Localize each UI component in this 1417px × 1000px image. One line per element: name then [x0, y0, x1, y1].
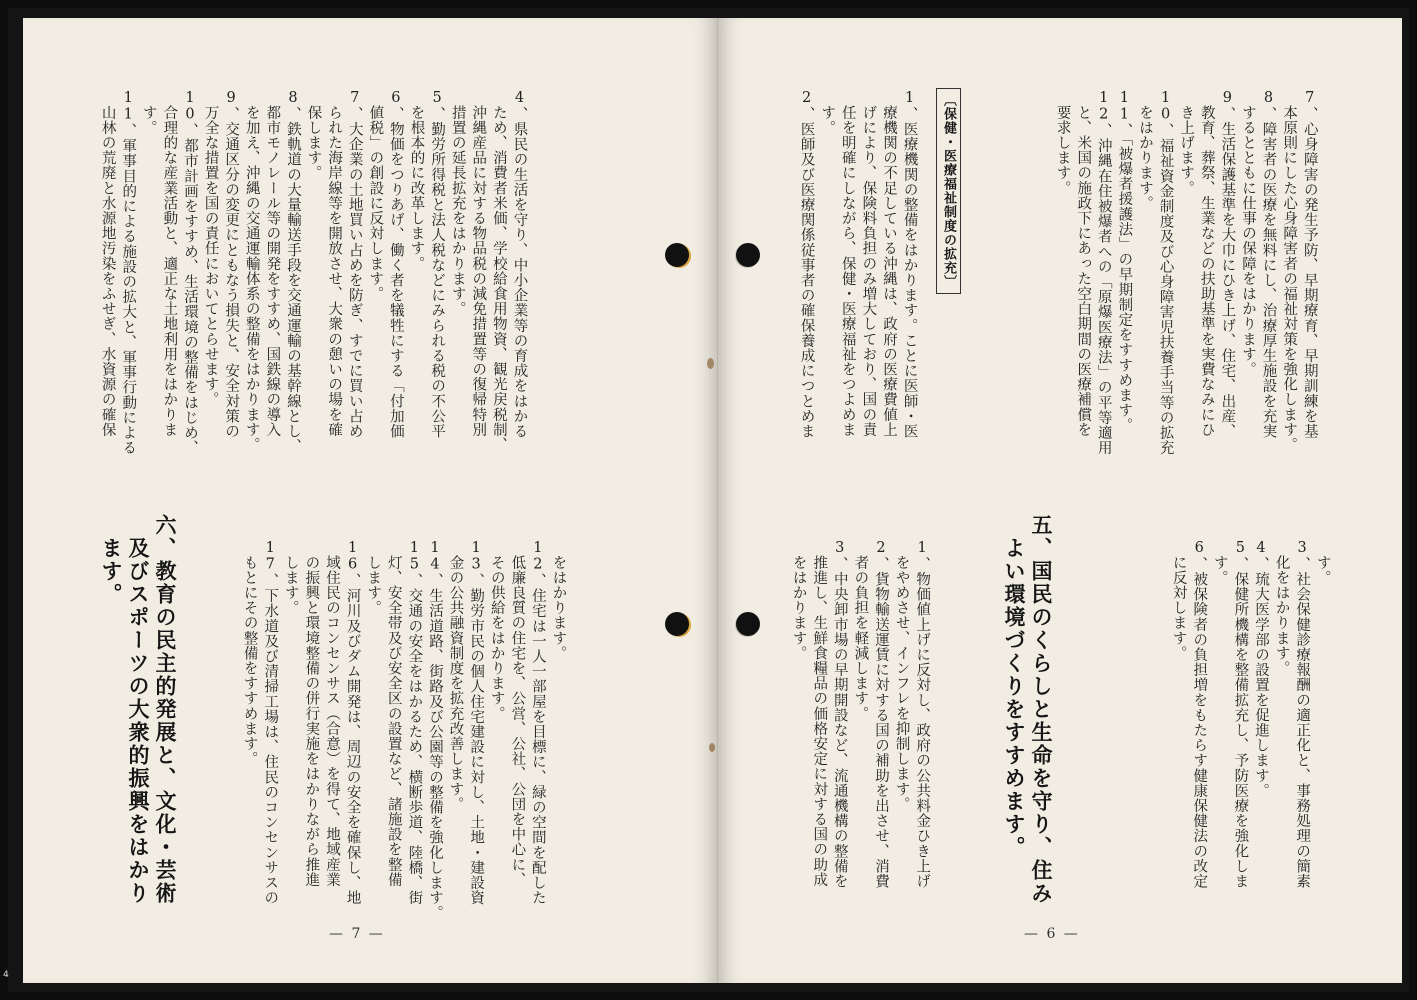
list-item-line: 4、県民の生活を守り、中小企業等の育成をはかる [511, 90, 528, 439]
binder-hole [665, 243, 689, 267]
right-after-heading-text [788, 540, 932, 950]
list-item-continuation: 要求します。 [1054, 105, 1071, 196]
list-item-line: 6、物価をつりあげ、働く者を犠牲にする「付加価 [387, 90, 404, 439]
list-item-continuation: 者の負担を軽減します。 [852, 555, 869, 722]
list-item-continuation: 灯、安全帯及び安全区の設置など、諸施設を整備 [385, 555, 402, 888]
list-item-line: 12、沖縄在住被爆者への「原爆医療法」の平等適用 [1095, 90, 1112, 456]
heading-line: 六、教育の民主的発展と、文化・芸術 [153, 514, 177, 905]
right-top-text-2 [796, 90, 920, 510]
list-item-line: 7、大企業の土地買い占めを防ぎ、すでに買い占め [346, 90, 363, 439]
list-item-line: 9、交通区分の変更にともなう損失と、安全対策の [223, 90, 240, 439]
list-item-line: 4、琉大医学部の設置を促進します。 [1252, 540, 1269, 799]
list-item-continuation: られた海岸線等を開放させ、大衆の憩いの場を確 [326, 105, 343, 438]
binder-hole [665, 612, 689, 636]
list-item-line: 11、「被爆者援護法」の早期制定をすすめます。 [1116, 90, 1133, 434]
list-item-continuation: もとにその整備をすすめます。 [241, 555, 258, 767]
list-item-line: 16、河川及びダム開発は、周辺の安全を確保し、地 [344, 540, 361, 906]
list-item-line: 9、生活保護基準を大巾にひき上げ、住宅、出産、 [1219, 90, 1236, 439]
heading-line: ます。 [99, 514, 123, 606]
list-item-continuation: 教育、葬祭、生業などの扶助基準を実費なみにひ [1198, 105, 1215, 438]
list-item-continuation: をやめさせ、インフレを抑制します。 [893, 555, 910, 812]
heading-line: 五、国民のくらしと生命を守り、住み [1029, 514, 1053, 905]
list-item-continuation: 山林の荒廃と水源地汚染をふせぎ、水資源の確保 [99, 105, 116, 438]
heading-line: よい環境づくりをすすめます。 [1002, 514, 1026, 859]
list-item-continuation: す。 [819, 105, 836, 136]
list-item-continuation: 値税」の創設に反対します。 [367, 105, 384, 302]
list-item-line: 5、勤労所得税と法人税などにみられる税の不公平 [429, 90, 446, 439]
left-page [23, 18, 717, 983]
list-item-continuation: 保します。 [305, 105, 322, 181]
right-top-text [1052, 90, 1320, 510]
list-item-line: 8、障害者の医療を無料にし、治療厚生施設を充実 [1260, 90, 1277, 439]
binder-hole [736, 243, 760, 267]
list-item-continuation: に反対します。 [1170, 555, 1187, 661]
list-item-continuation: 合理的な産業活動と、適正な土地利用をはかりま [161, 105, 178, 438]
list-item-continuation: を根本的に改革します。 [408, 105, 425, 272]
page-number: — 7 — [329, 926, 385, 942]
list-item-continuation: 域住民のコンセンサス（合意）を得て、地域産業 [323, 555, 340, 888]
list-item-line: 7、心身障害の発生予防、早期療育、早期訓練を基 [1301, 90, 1318, 439]
list-item-line: 5、保健所機構を整備拡充し、予防医療を強化しま [1232, 540, 1249, 889]
list-item-continuation: を加え、沖縄の交通運輸体系の整備をはかります。 [243, 105, 260, 453]
stain [709, 743, 715, 752]
list-item-continuation: します。 [282, 555, 299, 616]
list-item-continuation: するとともに仕事の保障をはかります。 [1239, 105, 1256, 378]
stain [707, 358, 714, 369]
list-item-continuation: げにより、保険料負担のみ増大しており、国の責 [860, 105, 877, 438]
page-number: — 6 — [1024, 926, 1080, 942]
list-item-continuation: 推進し、生鮮食糧品の価格安定に対する国の助成 [811, 555, 828, 888]
right-bottom-text [1168, 540, 1333, 950]
list-item-continuation: をはかります。 [550, 555, 567, 661]
right-page [718, 18, 1402, 983]
list-item-line: 3、社会保健診療報酬の適正化と、事務処理の簡素 [1294, 540, 1311, 889]
list-item-continuation: の振興と環境整備の併行実施をはかりながら推進 [303, 555, 320, 888]
section-heading-six [97, 514, 178, 954]
list-item-continuation: 化をはかります。 [1273, 555, 1290, 677]
section-box-label: 〔保健・医療福祉制度の拡充〕 [936, 88, 961, 294]
list-item-line: 13、勤労市民の個人住宅建設に対し、土地・建設資 [468, 540, 485, 906]
list-item-line: 2、医師及び医療関係従事者の確保養成につとめま [798, 90, 815, 439]
list-item-continuation: と、米国の施政下にあった空白期間の医療補償を [1075, 105, 1092, 438]
list-item-line: 6、被保険者の負担増をもたらす健康保健法の改定 [1191, 540, 1208, 889]
list-item-line: 15、交通の安全をはかるため、横断歩道、陸橋、街 [406, 540, 423, 906]
list-item-continuation: します。 [365, 555, 382, 616]
list-item-continuation: す。 [1211, 555, 1228, 586]
list-item-line: 10、福祉資金制度及び心身障害児扶養手当等の拡充 [1157, 90, 1174, 456]
left-top-text [97, 90, 529, 510]
list-item-line: 2、貨物輸送運賃に対する国の補助を出させ、消費 [872, 540, 889, 889]
list-item-line: 11、軍事目的による施設の拡大と、軍事行動による [120, 90, 137, 456]
list-item-continuation: をはかります。 [1136, 105, 1153, 211]
corner-mark: 4 [3, 970, 9, 980]
list-item-line: 3、中央卸市場の早期開設など、流通機構の整備を [831, 540, 848, 889]
list-item-continuation: 措置の延長拡充をはかります。 [449, 105, 466, 317]
list-item-continuation: 沖縄産品に対する物品税の減免措置等の復帰特別 [470, 105, 487, 438]
list-item-line: 1、物価値上げに反対し、政府の公共料金ひき上げ [914, 540, 931, 889]
list-item-continuation: 都市モノレール等の開発をすすめ、国鉄線の導入 [264, 105, 281, 438]
list-item-continuation: す。 [140, 105, 157, 136]
list-item-continuation: 万全な措置を国の責任においてとらせます。 [202, 105, 219, 408]
heading-line: 及びスポーツの大衆的振興をはかり [126, 514, 150, 905]
list-item-continuation: ため、消費者米価、学校給食用物資、観光戻税制、 [490, 105, 507, 453]
left-bottom-text [239, 540, 569, 950]
list-item-continuation: き上げます。 [1178, 105, 1195, 196]
list-item-continuation: その供給をはかります。 [488, 555, 505, 722]
list-item-line: 17、下水道及び清掃工場は、住民のコンセンサスの [262, 540, 279, 906]
list-item-continuation: 療機関の不足している沖縄は、政府の医療費値上 [880, 105, 897, 438]
list-item-line: 12、住宅は一人一部屋を目標に、緑の空間を配した [529, 540, 546, 906]
list-item-continuation: 本原則にした心身障害者の福祉対策を強化します。 [1281, 105, 1298, 453]
list-item-line: 1、医療機関の整備をはかります。ことに医師・医 [901, 90, 918, 439]
list-item-continuation: 金の公共融資制度を拡充改善します。 [447, 555, 464, 812]
list-item-line: 14、生活道路、街路及び公園等の整備を強化します。 [426, 540, 443, 921]
list-item-continuation: す。 [1314, 555, 1331, 586]
binder-hole [736, 612, 760, 636]
list-item-line: 10、都市計画をすすめ、生活環境の整備をはじめ、 [181, 90, 198, 456]
list-item-continuation: 低廉良質の住宅を、公営、公社、公団を中心に、 [509, 555, 526, 888]
list-item-continuation: をはかります。 [790, 555, 807, 661]
list-item-line: 8、鉄軌道の大量輸送手段を交通運輸の基幹線とし、 [284, 90, 301, 454]
list-item-continuation: 任を明確にしながら、保健・医療福祉をつよめま [839, 105, 856, 438]
section-heading-five [1000, 514, 1054, 954]
